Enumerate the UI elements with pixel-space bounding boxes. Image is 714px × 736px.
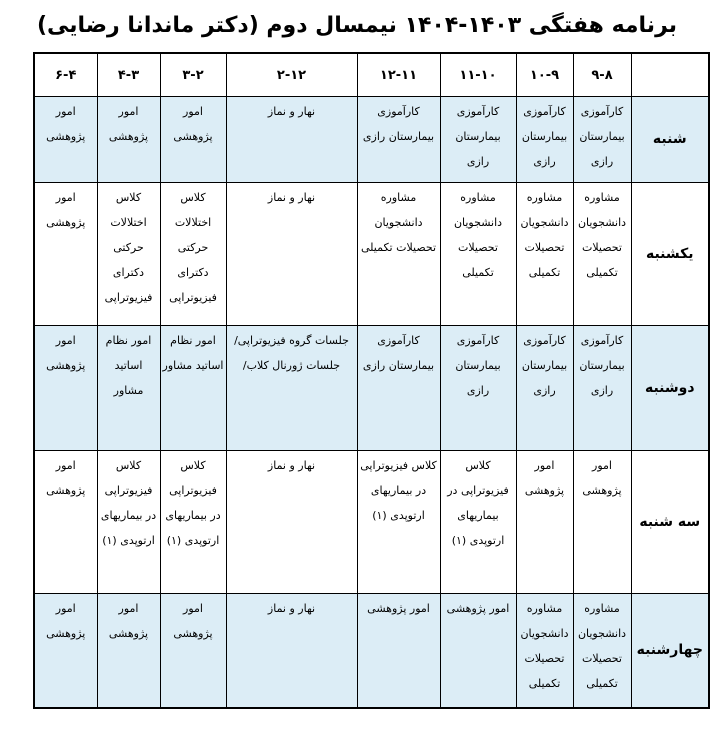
schedule-cell: کلاس اختلالات حرکتی دکترای فیزیوتراپی: [160, 183, 226, 326]
schedule-cell: امور پژوهشی: [516, 451, 573, 594]
schedule-cell: کلاس فیزیوتراپی در بیماریهای ارتوپدی (۱): [357, 451, 440, 594]
schedule-cell: امور پژوهشی: [34, 451, 97, 594]
schedule-cell: مشاوره دانشجویان تحصیلات تکمیلی: [573, 594, 631, 708]
day-cell: شنبه: [631, 97, 709, 183]
table-row: [34, 594, 709, 708]
header-cell: ۳-۲: [160, 53, 226, 97]
schedule-cell: کارآموزی بیمارستان رازی: [440, 326, 516, 451]
day-cell: دوشنبه: [631, 326, 709, 451]
schedule-cell: امور پژوهشی: [34, 183, 97, 326]
schedule-cell: مشاوره دانشجویان تحصیلات تکمیلی: [440, 183, 516, 326]
schedule-cell: امور پژوهشی: [34, 326, 97, 451]
schedule-cell: مشاوره دانشجویان تحصیلات تکمیلی: [516, 594, 573, 708]
schedule-cell: نهار و نماز: [226, 97, 357, 183]
schedule-cell: کلاس فیزیوتراپی در بیماریهای ارتوپدی (۱): [440, 451, 516, 594]
schedule-cell: امور پژوهشی: [440, 594, 516, 708]
header-cell: ۹-۸: [573, 53, 631, 97]
schedule-cell: کارآموزی بیمارستان رازی: [516, 97, 573, 183]
weekly-schedule-table: [33, 52, 710, 709]
schedule-cell: امور پژوهشی: [160, 97, 226, 183]
schedule-cell: مشاوره دانشجویان تحصیلات تکمیلی: [573, 183, 631, 326]
schedule-cell: امور پژوهشی: [34, 97, 97, 183]
schedule-cell: امور پژوهشی: [97, 594, 160, 708]
table-row: [34, 97, 709, 183]
schedule-cell: امور پژوهشی: [34, 594, 97, 708]
schedule-cell: مشاوره دانشجویان تحصیلات تکمیلی: [357, 183, 440, 326]
schedule-cell: کارآموزی بیمارستان رازی: [357, 326, 440, 451]
schedule-cell: کلاس اختلالات حرکتی دکترای فیزیوتراپی: [97, 183, 160, 326]
header-cell: ۱۲-۱۱: [357, 53, 440, 97]
schedule-cell: کلاس فیزیوتراپی در بیماریهای ارتوپدی (۱): [160, 451, 226, 594]
day-cell: چهارشنبه: [631, 594, 709, 708]
table-row: [34, 451, 709, 594]
schedule-cell: امور پژوهشی: [160, 594, 226, 708]
header-cell: ۶-۴: [34, 53, 97, 97]
schedule-cell: نهار و نماز: [226, 183, 357, 326]
corner-cell: [631, 53, 709, 97]
day-cell: یکشنبه: [631, 183, 709, 326]
header-row: [34, 53, 709, 97]
header-cell: ۱۱-۱۰: [440, 53, 516, 97]
schedule-cell: امور نظام اساتید مشاور: [160, 326, 226, 451]
schedule-cell: مشاوره دانشجویان تحصیلات تکمیلی: [516, 183, 573, 326]
schedule-cell: امور نظام اساتید مشاور: [97, 326, 160, 451]
schedule-cell: کارآموزی بیمارستان رازی: [573, 326, 631, 451]
table-row: [34, 326, 709, 451]
schedule-cell: امور پژوهشی: [573, 451, 631, 594]
schedule-cell: کلاس فیزیوتراپی در بیماریهای ارتوپدی (۱): [97, 451, 160, 594]
day-cell: سه شنبه: [631, 451, 709, 594]
schedule-cell: کارآموزی بیمارستان رازی: [440, 97, 516, 183]
schedule-cell: نهار و نماز: [226, 594, 357, 708]
schedule-cell: امور پژوهشی: [97, 97, 160, 183]
schedule-cell: نهار و نماز: [226, 451, 357, 594]
header-cell: ۴-۳: [97, 53, 160, 97]
schedule-cell: جلسات گروه فیزیوتراپی/جلسات ژورنال کلاب/: [226, 326, 357, 451]
schedule-cell: امور پژوهشی: [357, 594, 440, 708]
page-title: برنامه هفتگی ۱۴۰۳-۱۴۰۴ نیمسال دوم (دکتر ماندانا رضایی): [36, 13, 678, 38]
table-row: [34, 183, 709, 326]
schedule-cell: کارآموزی بیمارستان رازی: [357, 97, 440, 183]
schedule-cell: کارآموزی بیمارستان رازی: [516, 326, 573, 451]
header-cell: ۲-۱۲: [226, 53, 357, 97]
header-cell: ۱۰-۹: [516, 53, 573, 97]
schedule-cell: کارآموزی بیمارستان رازی: [573, 97, 631, 183]
